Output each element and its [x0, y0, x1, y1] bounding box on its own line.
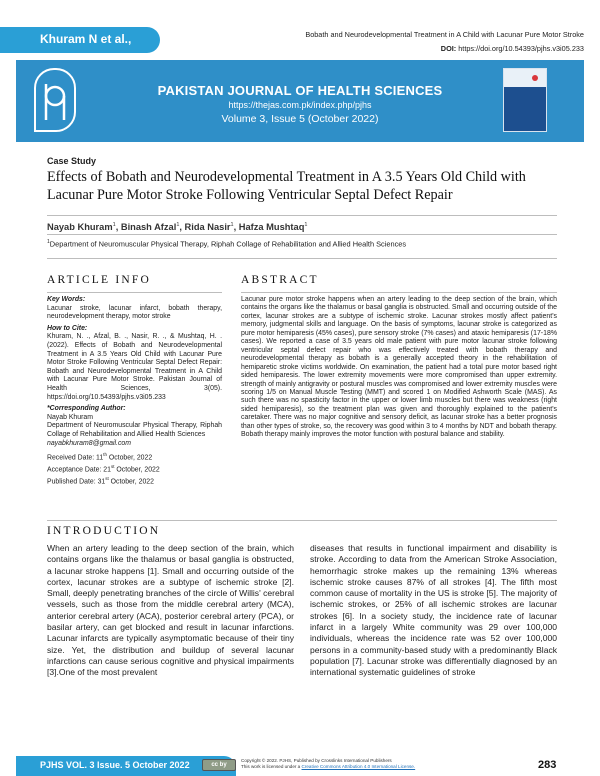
introduction-column-right: diseases that results in functional impairment and disability is stroke. According to data from the American Stroke Association, hemorrhagic stroke makes up the remaining 13% whereas ischemic stroke causes 87% of all strokes [4]. The fifth most common cause of mortality in the US is stroke [5]. The majority of ischemic strokes, or 25% of all ischemic strokes are lacunar strokes [6]. In a society study, the incidence rate of lacunar infarct in a largely White community was 29 over 100,000 individuals, whereas the incidence rate was 52 over 100,000 persons in a community-based study with a predominantly Black population [7]. Lacunar stroke was differentially diagnosed by an international systematic guidelines of stroke [310, 543, 557, 678]
keywords-label: Key Words: [47, 296, 86, 303]
journal-volume: Volume 3, Issue 5 (October 2022) [221, 113, 379, 125]
author-running-tab: Khuram N et al., [0, 27, 160, 53]
author-name: Nayab Khuram [47, 222, 113, 233]
journal-cover-thumbnail [503, 68, 547, 132]
footer-volume-bar: PJHS VOL. 3 Issue. 5 October 2022 [16, 756, 236, 776]
introduction-heading: INTRODUCTION [47, 525, 161, 537]
article-info-heading: ARTICLE INFO [47, 274, 151, 286]
keywords: Lacunar stroke, lacunar infarct, bobath therapy, neurodevelopment therapy, motor stroke [47, 304, 222, 321]
doi-label: DOI: [440, 44, 457, 53]
running-title: Bobath and Neurodevelopmental Treatment in A Child with Lacunar Pure Motor Stroke [305, 30, 584, 39]
title-divider [47, 215, 557, 216]
author-list: Nayab Khuram$^1$, Binash Afzal$^1$, Rida Nasir$^1$, Hafza Mushtaq$^1$ [47, 222, 308, 233]
author-name: Binash Afzal [120, 222, 177, 233]
doi-link[interactable]: https://doi.org/10.54393/pjhs.v3i05.233 [458, 44, 584, 53]
introduction-divider [47, 520, 557, 521]
abstract-heading: ABSTRACT [241, 274, 319, 286]
received-date: Received Date: 11th October, 2022 [47, 452, 153, 462]
cover-badge-icon [532, 75, 538, 81]
journal-url[interactable]: https://thejas.com.pk/index.php/pjhs [228, 100, 372, 110]
corresponding-author-name: Nayab Khuram [47, 413, 93, 421]
journal-title: PAKISTAN JOURNAL OF HEALTH SCIENCES [157, 83, 443, 98]
copyright-notice: Copyright © 2022. PJHS, Published by Crosslinks International Publishers This work is licensed under a Creative Commons Attribution 4.0 International License. [241, 758, 416, 769]
license-link[interactable]: Creative Commons Attribution 4.0 International License. [301, 764, 416, 769]
affiliation-divider [47, 258, 557, 259]
authors-divider [47, 234, 557, 235]
abstract-text: Lacunar pure motor stroke happens when an artery leading to the deep section of the brain, which contains the organs like the thalamus or basal ganglia is obstructed. Small and occurring outside of the cortex, lacunar strokes are a subtype of ischemic stroke. Lacunar strokes mostly affect patient's memory, judgmental skills and language. On the basis of symptoms, lacunar stroke is categorized as pure motor hemiparesis (45% cases), pure sensory stroke (7% cases) and ataxic hemiparesis (17-18% cases). We reported a case of 3.5 years old male patient with pure motor lacunar stroke following ventricular septal defect repair who was effectively treated with bobath therapy and neurodevelopmental therapy as bobath is a generally accepted theory in the rehabilitation of hemiparetic stroke victims worldwide. On examination, the patient had a total pure motor based right sided hemiparesis. The lower extremity movements were more compromised than upper extremity. strength of mainly antigravity or postural muscles was compromised and lower extremity muscles were scoring 1/5 on Manual Muscle Testing (MMT) and scored 1 on Modified Ashworth Scale (MAS). As such there was no spasticity factor in the upper or lower limb muscles but there was weakness (right sided hemiparesis), so the treatment plan was given and thoroughly explained to the patient's caretaker. There was no major cognitive and sensory deficit, as lacunar stroke has a better prognosis than other types of stroke, so, the recovery was good within 3 to 4 months by NDT and bobath therapy. Bobath therapy mainly improves the motor function with postural balance and stability. [241, 296, 557, 439]
introduction-column-left: When an artery leading to the deep section of the brain, which contains organs like the thalamus or basal ganglia is obstructed, a lacunar stroke happens [1]. Small and occurring outside of the cortex, lacunar strokes are a subtype of ischemic stroke [2]. Small, deeply penetrating branches of the circle of Willis' cerebral vessels, such as those from the middle cerebral artery (MCA), anterior cerebral artery (ACA), posterior cerebral artery (PCA), or basilar artery, can get blocked and result in lacunar infarctions. Lacunar infarcts are typically asymptomatic because of their tiny size. Yet, the distribution and buildup of several lacunar infarctions can cause serious cognitive and physical impairments [3].One of the most prevalent [47, 543, 294, 678]
page-number: 283 [538, 759, 557, 771]
affiliation: $^1$Department of Neuromuscular Physical Therapy, Riphah Collage of Rehabilitation and Allied Health Sciences [47, 239, 407, 249]
citation: Khuram, N. ., Afzal, B. ., Nasir, R. ., & Mushtaq, H. . (2022). Effects of Bobath and Neurodevelopmental Treatment in A 3.5 Years Old Child with Lacunar Pure Motor Stroke Following Ventricular Septal Defect Repair: Bobath and Neurodevelopmental Treatment in A Child with Lacunar Pure Motor Stroke. Pakistan Journal of Health Sciences, 3(05). https://doi.org/10.54393/pjhs.v3i05.233 [47, 333, 222, 401]
author-name: Hafza Mushtaq [238, 222, 305, 233]
doi-line [441, 44, 584, 53]
corresponding-author-label: *Corresponding Author: [47, 405, 126, 413]
cc-license-icon[interactable]: cc by [202, 759, 236, 771]
paper-title: Effects of Bobath and Neurodevelopmental Treatment in A 3.5 Years Old Child with Lacunar Pure Motor Stroke Following Ventricular Septal Defect Repair [47, 169, 526, 203]
author-name: Rida Nasir [184, 222, 231, 233]
published-date: Published Date: 31st October, 2022 [47, 475, 154, 486]
article-type: Case Study [47, 156, 97, 166]
abstract-divider [241, 292, 557, 293]
article-info-divider [47, 292, 222, 293]
citation-label: How to Cite: [47, 324, 88, 332]
acceptance-date: Acceptance Date: 21st October, 2022 [47, 463, 160, 474]
article-info [47, 296, 222, 487]
corresponding-author-email[interactable]: nayabkhuram8@gmail.com [47, 439, 131, 447]
corresponding-author-affiliation: Department of Neuromuscular Physical Therapy, Riphah Collage of Rehabilitation and Allied Health Sciences [47, 422, 222, 438]
